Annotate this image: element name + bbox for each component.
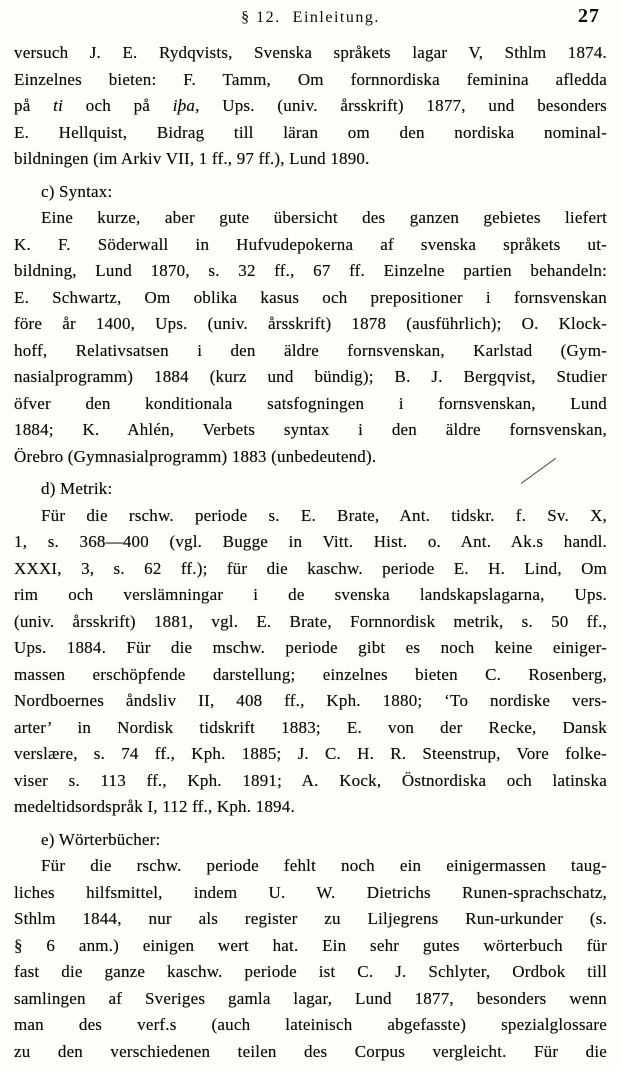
paragraph-intro	[14, 40, 607, 173]
text-line: nasialprogramm) 1884 (kurz und bündig); B. J. Bergqvist, Studier	[14, 367, 607, 386]
text-line: § 6 anm.) einigen wert hat. Ein sehr gutes wörterbuch für	[14, 935, 607, 955]
text-line: Nordboernes åndsliv II, 408 ff., Kph. 1880; ‘To nordiske vers-	[14, 691, 607, 710]
text-line: Einzelnes bieten: F. Tamm, Om fornnordiska feminina afledda	[14, 69, 607, 89]
text-line: före år 1400, Ups. (univ. årsskrift) 1878 (ausführlich); O. Klock-	[14, 314, 607, 333]
section-heading-syntax: c) Syntax:	[41, 181, 113, 201]
text-line: man des verf.s (auch lateinisch abgefasste) spezialglossare	[14, 1015, 607, 1034]
text-line: bildningen (im Arkiv VII, 1 ff., 97 ff.), Lund 1890.	[14, 149, 370, 168]
text-line: E. Hellquist, Bidrag till läran om den nordiska nominal-	[14, 122, 607, 142]
section-woerterbuecher	[14, 827, 607, 1066]
italic-term: ti	[53, 96, 64, 115]
text-line: medeltidsordspråk I, 112 ff., Kph. 1894.	[14, 797, 295, 816]
text-segment: och på	[63, 96, 173, 115]
text-line: XXXI, 3, s. 62 ff.); für die kaschw. periode E. H. Lind, Om	[14, 558, 607, 578]
text-line: Örebro (Gymnasialprogramm) 1883 (unbedeutend).	[14, 446, 377, 466]
italic-term: iþa	[172, 96, 196, 115]
text-line: massen erschöpfende darstellung; einzelnes bieten C. Rosenberg,	[14, 664, 607, 684]
section-number: § 12.	[241, 9, 281, 26]
body-text	[0, 32, 621, 1065]
section-heading-metrik: d) Metrik:	[41, 479, 113, 498]
text-line: rim och verslämningar i de svenska landskapslagarna, Ups.	[14, 585, 607, 604]
text-line: samlingen af Sveriges gamla lagar, Lund 1877, besonders wenn	[14, 988, 607, 1008]
text-line: hoff, Relativsatsen i den äldre fornsvenskan, Karlstad (Gym-	[14, 340, 607, 360]
text-line: Sthlm 1844, nur als register zu Liljegrens Run-urkunder (s.	[14, 909, 607, 928]
text-line: arter’ in Nordisk tidskrift 1883; E. von der Recke, Dansk	[14, 717, 607, 737]
text-line: Für die rschw. periode s. E. Brate, Ant. tidskr. f. Sv. X,	[41, 505, 607, 525]
text-line: 1884; K. Ahlén, Verbets syntax i den äldre fornsvenskan,	[14, 420, 607, 439]
section-metrik	[14, 476, 607, 821]
text-line: 1, s. 368—400 (vgl. Bugge in Vitt. Hist. o. Ant. Ak.s handl.	[14, 532, 607, 551]
page-header	[0, 0, 621, 32]
section-syntax	[14, 179, 607, 471]
text-line: liches hilfsmittel, indem U. W. Dietrichs Runen-sprachschatz,	[14, 882, 607, 902]
section-name: Einleitung.	[292, 9, 380, 26]
text-line: verslære, s. 74 ff., Kph. 1885; J. C. H. R. Steenstrup, Vore folke-	[14, 744, 607, 763]
text-line: E. Schwartz, Om oblika kasus och prepositioner i fornsvenskan	[14, 287, 607, 307]
text-segment: på	[14, 96, 54, 115]
text-line: öfver den konditionala satsfogningen i fornsvenskan, Lund	[14, 393, 607, 413]
text-line: (univ. årsskrift) 1881, vgl. E. Brate, Fornnordisk metrik, s. 50 ff.,	[14, 611, 607, 631]
text-line: bildning, Lund 1870, s. 32 ff., 67 ff. Einzelne partien behandeln:	[14, 261, 607, 280]
text-line: versuch J. E. Rydqvists, Svenska språkets lagar V, Sthlm 1874.	[14, 43, 607, 62]
text-line: Für die rschw. periode fehlt noch ein einigermassen taug-	[41, 856, 607, 875]
text-line: K. F. Söderwall in Hufvudepokerna af svenska språkets ut-	[14, 234, 607, 254]
text-line: fast die ganze kaschw. periode ist C. J. Schlyter, Ordbok till	[14, 962, 607, 981]
text-line	[14, 93, 607, 120]
text-line: Ups. 1884. Für die mschw. periode gibt es noch keine einiger-	[14, 638, 607, 657]
page-number: 27	[578, 5, 600, 27]
text-segment: , Ups. (univ. årsskrift) 1877, und besonders	[195, 96, 607, 115]
section-heading-woerterbuecher: e) Wörterbücher:	[41, 829, 161, 849]
text-line: Eine kurze, aber gute übersicht des ganzen gebietes liefert	[41, 208, 607, 227]
running-title	[0, 9, 621, 27]
text-line: viser s. 113 ff., Kph. 1891; A. Kock, Östnordiska och latinska	[14, 770, 607, 790]
text-line: zu den verschiedenen teilen des Corpus vergleicht. Für die	[14, 1041, 607, 1061]
